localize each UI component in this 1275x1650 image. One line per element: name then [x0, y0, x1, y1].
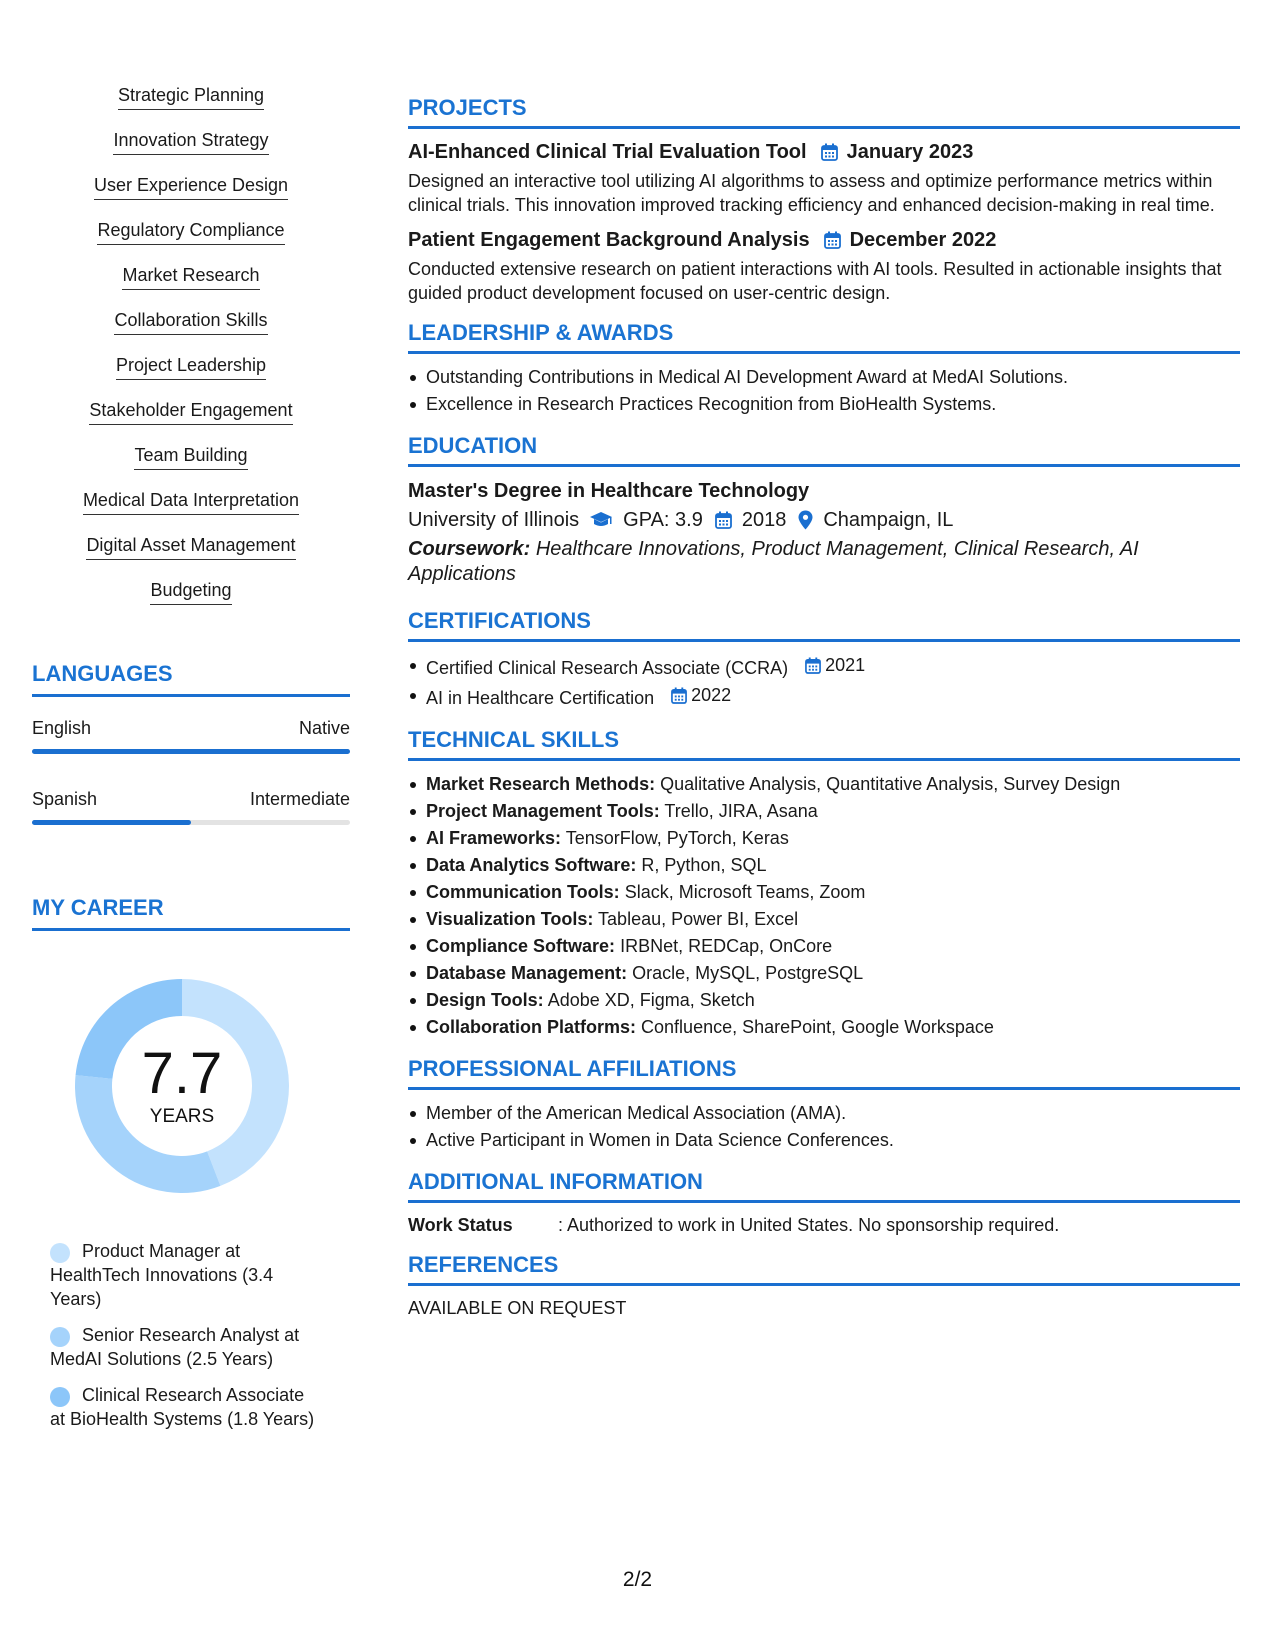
list-item — [408, 933, 1240, 960]
projects-title: PROJECTS — [408, 94, 1240, 129]
projects-section — [408, 94, 1240, 305]
skill-item: Strategic Planning — [118, 84, 264, 110]
right-column — [408, 94, 1240, 1334]
certifications-section — [408, 607, 1240, 712]
language-level: Intermediate — [249, 789, 350, 809]
skill-item: Collaboration Skills — [114, 309, 267, 335]
tech-skill-value: Trello, JIRA, Asana — [664, 801, 818, 821]
legend-item — [50, 1323, 322, 1371]
legend-dot — [50, 1243, 70, 1263]
skill-item: Budgeting — [150, 579, 231, 605]
technical-skills-title: TECHNICAL SKILLS — [408, 726, 1240, 761]
list-item — [408, 987, 1240, 1014]
language-name: Spanish — [32, 789, 98, 809]
list-item — [408, 906, 1240, 933]
languages-list — [32, 717, 350, 825]
list-item — [408, 771, 1240, 798]
tech-skill-label: Database Management: — [426, 963, 628, 983]
list-item — [408, 682, 1240, 712]
leadership-title: LEADERSHIP & AWARDS — [408, 319, 1240, 354]
education-location-seg — [798, 505, 953, 535]
tech-skill-value: Slack, Microsoft Teams, Zoom — [624, 882, 866, 902]
certification-year: 2021 — [825, 655, 866, 675]
tech-skill-value: Adobe XD, Figma, Sketch — [547, 990, 755, 1010]
tech-skill-label: Design Tools: — [426, 990, 544, 1010]
project-date — [824, 227, 997, 253]
certification-name: Certified Clinical Research Associate (CCRA) — [426, 658, 789, 678]
certification-year: 2022 — [691, 685, 732, 705]
tech-skill-value: Oracle, MySQL, PostgreSQL — [632, 963, 864, 983]
certification-date — [805, 652, 865, 679]
legend-dot — [50, 1327, 70, 1347]
education-year: 2018 — [741, 509, 787, 531]
work-status-label: Work Status — [408, 1215, 513, 1235]
technical-skills-list — [408, 771, 1240, 1041]
tech-skill-value: Confluence, SharePoint, Google Workspace — [641, 1017, 994, 1037]
tech-skill-label: Market Research Methods: — [426, 774, 656, 794]
page-number: 2/2 — [622, 1568, 653, 1591]
education-location: Champaign, IL — [823, 509, 954, 531]
list-item — [408, 960, 1240, 987]
project-date — [821, 139, 974, 165]
skill-item: Digital Asset Management — [86, 534, 295, 560]
affiliations-title: PROFESSIONAL AFFILIATIONS — [408, 1055, 1240, 1090]
career-total-unit: YEARS — [149, 1106, 215, 1127]
technical-skills-section — [408, 726, 1240, 1041]
additional-info-title: ADDITIONAL INFORMATION — [408, 1168, 1240, 1203]
list-item — [408, 825, 1240, 852]
language-bar-fill — [32, 749, 350, 754]
list-item — [408, 652, 1240, 682]
affiliations-list — [408, 1100, 1240, 1154]
coursework-label: Coursework: — [408, 538, 531, 560]
legend-dot — [50, 1387, 70, 1407]
career-legend — [32, 1239, 322, 1431]
language-row — [32, 717, 350, 739]
education-year-seg — [715, 505, 787, 535]
skill-item: Regulatory Compliance — [97, 219, 284, 245]
language-bar-fill — [32, 820, 191, 825]
skill-item: Project Leadership — [116, 354, 266, 380]
legend-item — [50, 1239, 322, 1311]
tech-skill-label: Collaboration Platforms: — [426, 1017, 637, 1037]
tech-skill-label: Visualization Tools: — [426, 909, 594, 929]
coursework-text: Healthcare Innovations, Product Management, Clinical Research, AI Applications — [408, 538, 1139, 585]
certifications-title: CERTIFICATIONS — [408, 607, 1240, 642]
list-item: Active Participant in Women in Data Science Conferences. — [408, 1127, 1240, 1154]
list-item: Outstanding Contributions in Medical AI Development Award at MedAI Solutions. — [408, 364, 1240, 391]
career-title: MY CAREER — [32, 894, 350, 931]
certification-date — [671, 682, 731, 709]
project-description: Conducted extensive research on patient interactions with AI tools. Resulted in actionable insights that guided product development focused on user-centric design. — [408, 259, 1222, 303]
left-column — [32, 84, 350, 859]
skills-list — [32, 84, 350, 624]
donut-center — [67, 971, 297, 1201]
list-item — [408, 879, 1240, 906]
calendar-icon — [805, 657, 821, 674]
tech-skill-value: TensorFlow, PyTorch, Keras — [565, 828, 789, 848]
certifications-list — [408, 652, 1240, 712]
education-degree: Master's Degree in Healthcare Technology — [408, 480, 810, 502]
education-school-seg — [408, 505, 703, 535]
tech-skill-value: Qualitative Analysis, Quantitative Analysis, Survey Design — [660, 774, 1121, 794]
tech-skill-label: AI Frameworks: — [426, 828, 562, 848]
career-section — [32, 894, 350, 1443]
affiliations-section — [408, 1055, 1240, 1154]
references-section — [408, 1251, 1240, 1320]
language-bar — [32, 820, 350, 825]
project-item — [408, 227, 1240, 305]
project-date-text: January 2023 — [846, 141, 974, 163]
skill-item: Team Building — [134, 444, 247, 470]
career-total-years: 7.7 — [141, 1041, 223, 1106]
language-row — [32, 788, 350, 810]
calendar-icon — [824, 231, 841, 249]
language-level: Native — [298, 718, 350, 738]
legend-label: Product Manager at HealthTech Innovations (3.4 Years) — [50, 1241, 274, 1309]
list-item: Member of the American Medical Association (AMA). — [408, 1100, 1240, 1127]
project-header — [408, 139, 1240, 165]
skill-item: Medical Data Interpretation — [83, 489, 299, 515]
work-status-row — [408, 1213, 1240, 1237]
legend-label: Clinical Research Associate at BioHealth Systems (1.8 Years) — [50, 1385, 315, 1429]
languages-section — [32, 660, 350, 825]
additional-info-section — [408, 1168, 1240, 1237]
career-donut-chart — [67, 971, 297, 1201]
project-item — [408, 139, 1240, 217]
language-name: English — [32, 718, 92, 738]
work-status-value: : Authorized to work in United States. No sponsorship required. — [558, 1215, 1060, 1235]
map-pin-icon — [798, 510, 813, 530]
education-title: EDUCATION — [408, 432, 1240, 467]
certification-name: AI in Healthcare Certification — [426, 688, 655, 708]
tech-skill-label: Data Analytics Software: — [426, 855, 637, 875]
skill-item: Innovation Strategy — [113, 129, 268, 155]
project-description: Designed an interactive tool utilizing AI algorithms to assess and optimize performance metrics within clinical trials. This innovation improved tracking efficiency and enhanced decision-making in real time. — [408, 171, 1215, 215]
education-meta — [408, 505, 1240, 535]
tech-skill-label: Compliance Software: — [426, 936, 616, 956]
project-name: Patient Engagement Background Analysis — [408, 229, 810, 251]
project-name: AI-Enhanced Clinical Trial Evaluation Tool — [408, 141, 807, 163]
skill-item: Stakeholder Engagement — [89, 399, 292, 425]
project-date-text: December 2022 — [849, 229, 997, 251]
tech-skill-value: IRBNet, REDCap, OnCore — [620, 936, 833, 956]
education-school: University of Illinois — [408, 509, 580, 531]
tech-skill-label: Project Management Tools: — [426, 801, 660, 821]
tech-skill-value: Tableau, Power BI, Excel — [598, 909, 799, 929]
calendar-icon — [821, 143, 838, 161]
references-title: REFERENCES — [408, 1251, 1240, 1286]
legend-label: Senior Research Analyst at MedAI Solutions (2.5 Years) — [50, 1325, 300, 1369]
skill-item: User Experience Design — [94, 174, 288, 200]
list-item — [408, 852, 1240, 879]
skill-item: Market Research — [122, 264, 259, 290]
calendar-icon — [715, 511, 732, 529]
list-item: Excellence in Research Practices Recognition from BioHealth Systems. — [408, 391, 1240, 418]
calendar-icon — [671, 687, 687, 704]
list-item — [408, 1014, 1240, 1041]
legend-item — [50, 1383, 322, 1431]
leadership-section — [408, 319, 1240, 418]
references-text: AVAILABLE ON REQUEST — [408, 1298, 627, 1318]
education-section — [408, 432, 1240, 587]
languages-title: LANGUAGES — [32, 660, 350, 697]
tech-skill-label: Communication Tools: — [426, 882, 620, 902]
graduation-cap-icon — [589, 511, 613, 529]
education-gpa: GPA: 3.9 — [623, 509, 703, 531]
leadership-list — [408, 364, 1240, 418]
language-bar — [32, 749, 350, 754]
tech-skill-value: R, Python, SQL — [641, 855, 767, 875]
education-coursework — [408, 537, 1240, 587]
list-item — [408, 798, 1240, 825]
project-header — [408, 227, 1240, 253]
